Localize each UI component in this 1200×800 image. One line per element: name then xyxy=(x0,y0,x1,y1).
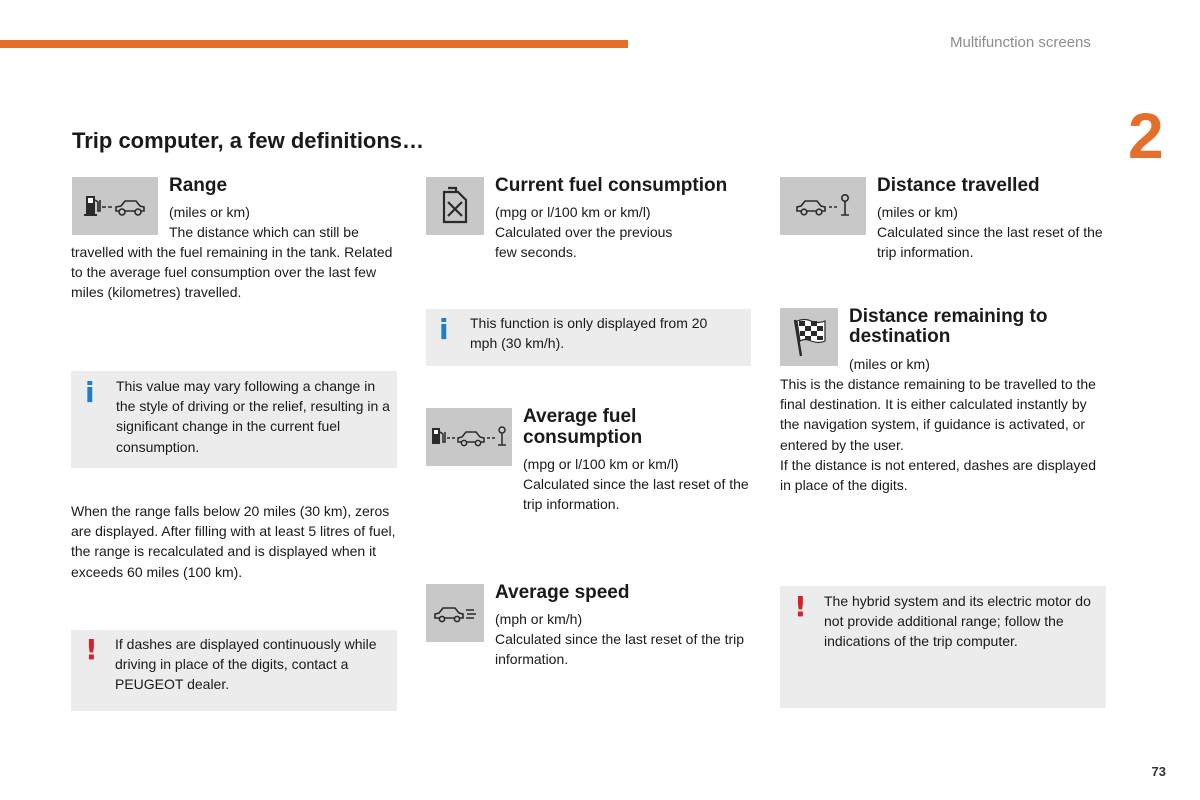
current-fuel-info-text: This function is only displayed from 20 mph (30 km/h). xyxy=(470,315,708,352)
distance-travelled-title: Distance travelled xyxy=(877,175,1040,196)
low-range-text: When the range falls below 20 miles (30 km), zeros are displayed. After filling with at least 5 litres of fuel, the range is recalculated and is displayed when it exceeds 60 miles (100 km). xyxy=(71,503,396,580)
range-title: Range xyxy=(169,175,228,196)
distance-remaining-desc1: This is the distance remaining to be travelled to the final destination. It is either calculated instantly by the navigation system, if guidance is activated, or entered by the user. xyxy=(780,376,1096,453)
range-unit: (miles or km) xyxy=(169,204,250,220)
average-fuel-description: Calculated since the last reset of the trip information. xyxy=(523,476,749,513)
average-fuel-unit: (mpg or l/100 km or km/l) xyxy=(523,456,679,472)
distance-remaining-warning-note xyxy=(780,586,1106,708)
distance-travelled-unit: (miles or km) xyxy=(877,204,958,220)
fuel-can-icon xyxy=(426,177,484,235)
distance-remaining-desc2: If the distance is not entered, dashes are displayed in place of the digits. xyxy=(780,456,1096,494)
current-fuel-line1: Calculated over the previous xyxy=(495,224,673,240)
section-label: Multifunction screens xyxy=(950,34,1091,51)
info-icon: i xyxy=(85,376,95,409)
warning-icon: ! xyxy=(794,590,807,623)
header-accent-bar xyxy=(0,40,628,48)
average-speed-title: Average speed xyxy=(495,582,630,603)
current-fuel-unit: (mpg or l/100 km or km/l) xyxy=(495,204,651,220)
range-line1: The distance which can still be xyxy=(169,224,359,240)
current-fuel-title: Current fuel consumption xyxy=(495,175,728,196)
range-warning-text: If dashes are displayed continuously while driving in place of the digits, contact a PEUGEOT dealer. xyxy=(115,636,377,693)
average-fuel-title: Average fuel consumption xyxy=(523,406,643,448)
distance-remaining-title: Distance remaining to destination xyxy=(849,306,1048,347)
current-fuel-line2: few seconds. xyxy=(495,244,577,260)
average-speed-unit: (mph or km/h) xyxy=(495,611,583,627)
chapter-number: 2 xyxy=(1128,100,1164,172)
distance-remaining-warning-text: The hybrid system and its electric motor do not provide additional range; follow the indications of the trip computer. xyxy=(824,593,1091,650)
warning-icon: ! xyxy=(85,633,98,666)
page-number: 73 xyxy=(1151,764,1166,779)
range-info-note xyxy=(71,371,397,468)
distance-remaining-unit: (miles or km) xyxy=(849,356,930,372)
range-warning-note xyxy=(71,630,397,711)
car-flag-icon xyxy=(780,177,866,235)
fuel-pump-car-icon xyxy=(72,177,158,235)
distance-travelled-description: Calculated since the last reset of the trip information. xyxy=(877,224,1103,261)
range-info-text: This value may vary following a change in the style of driving or the relief, resulting in a significant change in the current fuel consumption. xyxy=(116,378,390,455)
page-title: Trip computer, a few definitions… xyxy=(72,128,425,153)
range-description: travelled with the fuel remaining in the tank. Related to the average fuel consumption over the last few miles (kilometres) travelled. xyxy=(71,244,393,301)
current-fuel-info-note xyxy=(426,309,751,366)
fuel-car-flag-icon xyxy=(426,408,512,466)
speed-car-icon xyxy=(426,584,484,642)
average-speed-description: Calculated since the last reset of the trip information. xyxy=(495,631,745,668)
info-icon: i xyxy=(439,313,449,346)
distance-remaining-description xyxy=(780,374,1106,495)
checkered-flag-icon xyxy=(780,308,838,366)
